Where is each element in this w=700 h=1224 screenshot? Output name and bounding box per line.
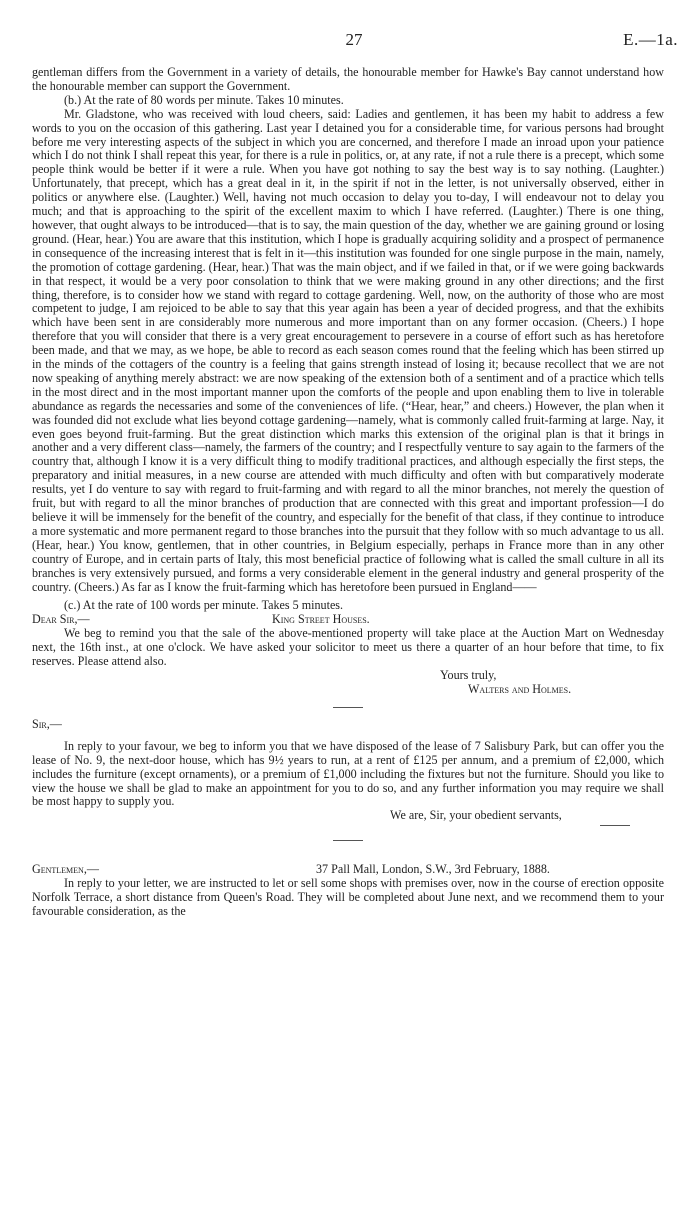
document-reference: E.—1a. [623, 30, 678, 49]
letter1-closing: Yours truly, [440, 668, 497, 683]
letter1-body: We beg to remind you that the sale of the above-mentioned property will take place at the Auction Mart on Wednesday next, the 16th inst., at one o'clock. We have asked your solicitor to meet us there a quarter of an hour before that time, to fix reserves. Please attend also. [32, 626, 664, 669]
section-c-heading: (c.) At the rate of 100 words per minute. Takes 5 minutes. [64, 598, 344, 613]
letter1-salutation: Dear Sir,— [32, 612, 90, 627]
letter3-body: In reply to your letter, we are instructed to let or sell some shops with premises over, now in the course of erection opposite Norfolk Terrace, a short distance from Queen's Road. They will be completed about June next, and we recommend them to your favourable consideration, as the [32, 876, 664, 919]
separator-rule [333, 707, 363, 708]
page-number: 27 [345, 30, 363, 49]
separator-rule-2 [333, 840, 363, 841]
letter3-salutation: Gentlemen,— [32, 862, 99, 877]
continuation-paragraph: gentleman differs from the Government in a variety of details, the honourable member for Hawke's Bay cannot understand how the honourable member can support the Government. [32, 65, 664, 93]
page-header [30, 30, 678, 54]
page-body [32, 66, 664, 919]
letter1-header [32, 613, 664, 627]
section-b-heading: (b.) At the rate of 80 words per minute. Takes 10 minutes. [64, 92, 344, 107]
letter3-address: 37 Pall Mall, London, S.W., 3rd February, 1888. [316, 862, 550, 877]
letter2-closing: We are, Sir, your obedient servants, [390, 808, 562, 823]
gladstone-speech: Mr. Gladstone, who was received with loud cheers, said: Ladies and gentlemen, it has been my habit to address a few words to you on the occasion of this gathering. Last year I detained you for a considerable time, for various persons had brought before me very interesting aspects of the subject in which you are concerned, and therefore I made an inroad upon your patience which I do not think I shall repeat this year, for there is a rule in politics, or, at any rate, if not a rule there is a precept, which some people think would be better if it were a rule. When you have got nothing to say the best way is to say nothing. (Laughter.) Unfortunately, that precept, which has a great deal in it, in the spirit if not in the letter, is not universally observed, either in politics or anywhere else. (Laughter.) Well, having not much occasion to delay you to-day, I will endeavour not to delay you much; and that is approaching to the spirit of the excellent maxim to which I have referred. (Laughter.) There is one thing, however, that ought always to be introduced—that is to say, the main question of the day, whether we are gaining ground or losing ground. (Hear, hear.) You are aware that this institution, which I hope is gradually acquiring solidity and a prospect of permanence in consequence of the increasing interest that is felt in it—this institution was founded for one single purpose in the main, namely, the promotion of cottage gardening. (Hear, hear.) That was the main object, and if we failed in that, or if we were going backwards in that respect, it would be a very poor consolation to think that we were making ground in any other directions; and the first thing, therefore, is to consider how we stand with regard to cottage gardening. Well, now, on the authority of those who are most competent to judge, I am rejoiced to be able to say that this year again has been a year of decided progress, and that the exhibits which have been sent in are considerably more numerous and more important than on any former occasion. (Cheers.) I hope therefore that you will consider that there is a very great encouragement to persevere in a course of effort such as has heretofore been made, and that we may, as we hope, be able to record as each season comes round that the feeling which has been stirred up in the minds of the cottagers of the country is a feeling that gains strength instead of losing it; because recollect that we are not now speaking of anything merely abstract: we are now speaking of the extension both of a sentiment and of a practice which tells in the most direct and in the most important manner upon the comforts of the people and upon enabling them to live in tolerable abundance as regards the necessaries and some of the conveniences of life. (“Hear, hear,” and cheers.) However, the plan when it was founded did not exclude what lies beyond cottage gardening—namely, what is commonly called fruit-farming at large. Nay, it even goes beyond fruit-farming. But the great distinction which marks this extension of the original plan is that it brings in another and a very different class—namely, the farmers of the country; and I respectfully venture to say again to the farmers of the country that, although I know it is a very difficult thing to modify traditional practices, and although especially the first steps, the preparatory and initial measures, in a new course are attended with much difficulty and often with but comparatively moderate results, yet I do venture to say with regard to fruit-farming and with regard to all the minor branches, not merely the question of fruit, but with regard to all the minor branches of production that are connected with this great and important profession—I do believe it will be immensely for the benefit of the country, and especially for the benefit of that class, if they continue to introduce a more systematic and more permanent regard to those branches into the pursuit that they follow with so much advantage to us all. (Hear, hear.) You know, gentlemen, that in other countries, in Belgium especially, perhaps in France more than in any other country of Europe, and in certain parts of Italy, this most beneficial practice of following what is called the small culture in all its branches is very extensively pursued, and forms a very considerable element in the general industry and general prosperity of the country. (Cheers.) As far as I know the fruit-farming which has heretofore been pursued in England—— [32, 106, 664, 594]
letter2-body: In reply to your favour, we beg to inform you that we have disposed of the lease of 7 Salisbury Park, but can offer you the lease of No. 9, the next-door house, which has 9½ years to run, at a rent of £125 per annum, and a premium of £2,000, which includes the furniture (except ornaments), or a premium of £1,000 including the fixtures but not the furniture. Should you like to view the house we shall be glad to make an appointment for you to do so, and any further information you may require we shall be most happy to supply you. [32, 738, 664, 809]
letter1-signature: Walters and Holmes. [468, 681, 572, 696]
letter3-header [32, 863, 664, 877]
letter2-salutation: Sir,— [32, 716, 62, 731]
signature-rule [600, 825, 630, 826]
letter1-address: King Street Houses. [272, 612, 370, 627]
